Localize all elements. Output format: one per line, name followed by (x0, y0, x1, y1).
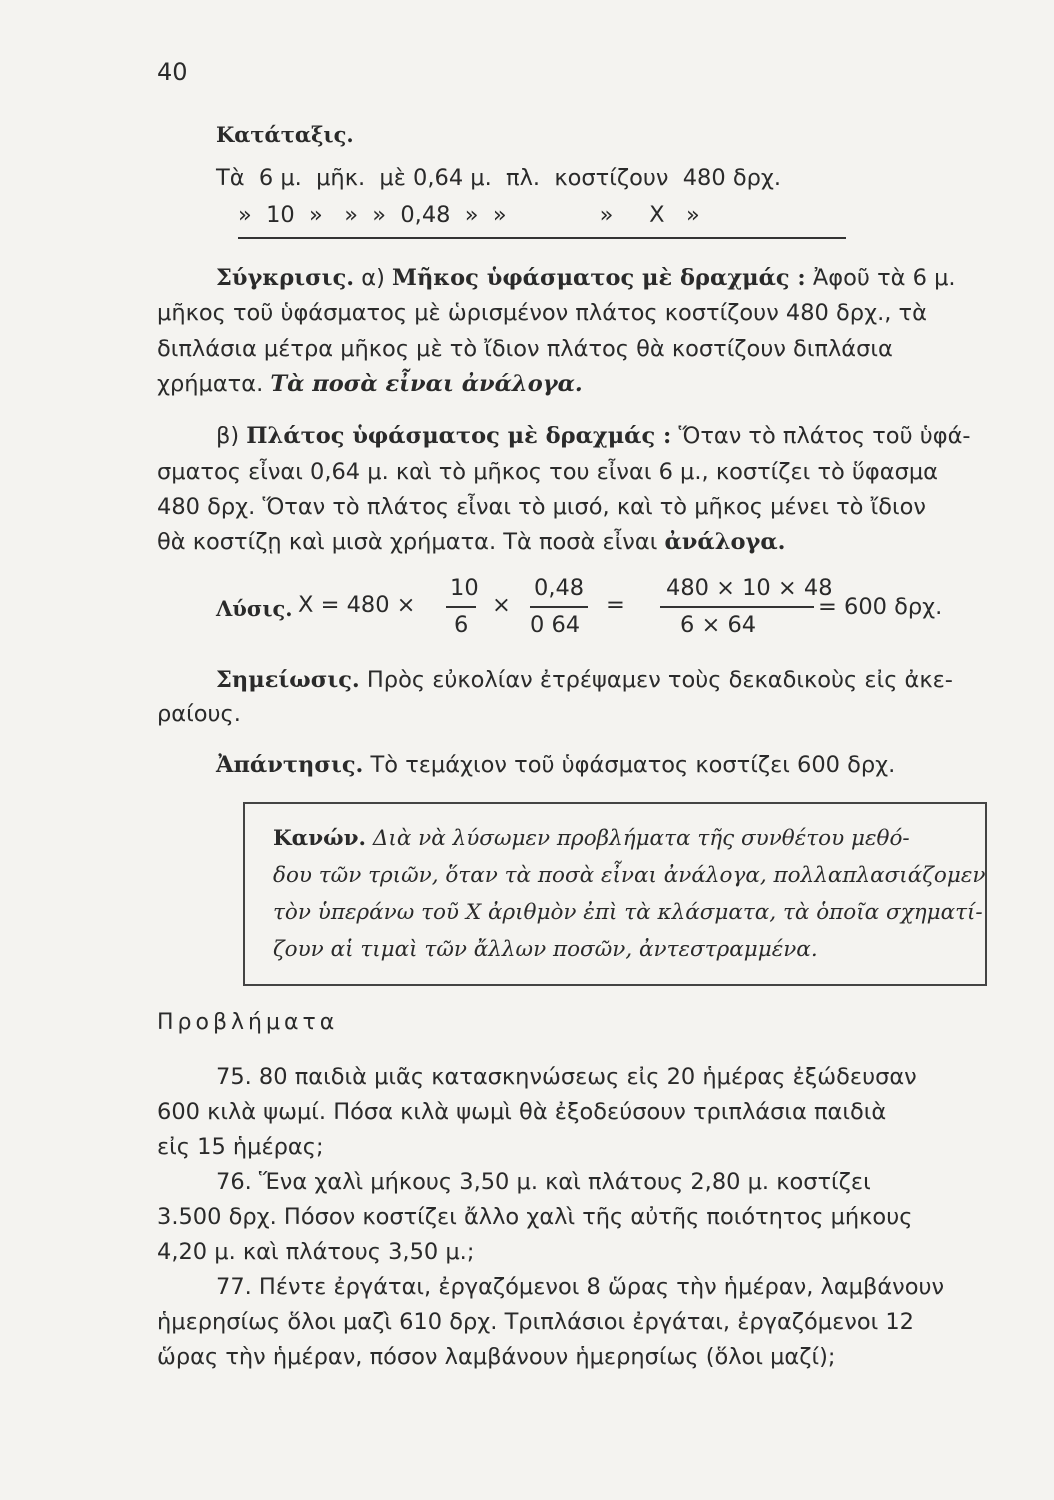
synkrisis-b-marker: β) (216, 423, 240, 449)
problem-75-line-2: 600 κιλὰ ψωμί. Πόσα κιλὰ ψωμὶ θὰ ἐξοδεύσουν τριπλάσια παιδιὰ (157, 1099, 887, 1125)
apantisis-text: Τὸ τεμάχιον τοῦ ὑφάσματος κοστίζει 600 δρχ. (370, 752, 896, 778)
synkrisis-a-line-1 (216, 262, 956, 295)
synkrisis-b-line-2: σματος εἶναι 0,64 μ. καὶ τὸ μῆκος του εἶναι 6 μ., κοστίζει τὸ ὕφασμα (157, 459, 939, 485)
synkrisis-b-line-3: 480 δρχ. Ὅταν τὸ πλάτος εἶναι τὸ μισό, καὶ τὸ μῆκος μένει τὸ ἴδιον (157, 494, 926, 520)
lysis-x-eq: Χ = 480 × (298, 592, 416, 618)
synkrisis-a-line-3: διπλάσια μέτρα μῆκος μὲ τὸ ἴδιον πλάτος θὰ κοστίζουν διπλάσια (157, 336, 893, 362)
apantisis-line (216, 749, 895, 782)
synkrisis-b-line-1 (216, 420, 971, 453)
rule-box-line-3: τὸν ὑπεράνω τοῦ Χ ἀριθμὸν ἐπὶ τὰ κλάσματα, τὰ ὁποῖα σχηματί- (273, 900, 983, 925)
lysis-times: × (492, 592, 511, 618)
rule-text-1: Διὰ νὰ λύσωμεν προβλήματα τῆς συνθέτου μεθό- (372, 826, 910, 851)
fraction-2-denominator: 0 64 (530, 612, 581, 638)
problem-77-line-1: 77. Πέντε ἐργάται, ἐργαζόμενοι 8 ὥρας τὴν ἡμέραν, λαμβάνουν (216, 1274, 945, 1300)
synkrisis-a-line-2: μῆκος τοῦ ὑφάσματος μὲ ὡρισμένον πλάτος κοστίζουν 480 δρχ., τὰ (157, 300, 927, 326)
rule-box-line-2: δου τῶν τριῶν, ὅταν τὰ ποσὰ εἶναι ἀνάλογα, πολλαπλασιάζομεν (273, 863, 986, 888)
problem-77-line-2: ἡμερησίως ὅλοι μαζὶ 610 δρχ. Τριπλάσιοι ἐργάται, ἐργαζόμενοι 12 (157, 1309, 914, 1335)
synkrisis-a-marker: α) (361, 265, 385, 291)
problem-75-line-1: 75. 80 παιδιὰ μιᾶς κατασκηνώσεως εἰς 20 ἡμέρας ἐξώδευσαν (216, 1064, 917, 1090)
problem-76-line-1: 76. Ἕνα χαλὶ μήκους 3,50 μ. καὶ πλάτους 2,80 μ. κοστίζει (216, 1169, 871, 1195)
rule-label: Κανών. (273, 826, 367, 851)
simeiosis-line-2: ραίους. (157, 701, 241, 727)
fraction-2-numerator: 0,48 (534, 575, 585, 601)
heading-katataxis: Κατάταξις. (216, 122, 354, 147)
katataxis-row-1: Τὰ 6 μ. μῆκ. μὲ 0,64 μ. πλ. κοστίζουν 480 δρχ. (216, 165, 782, 191)
simeiosis-label: Σημείωσις. (216, 667, 360, 693)
problem-76-line-2: 3.500 δρχ. Πόσον κοστίζει ἄλλο χαλὶ τῆς αὐτῆς ποιότητος μήκους (157, 1204, 913, 1230)
simeiosis-text: Πρὸς εὐκολίαν ἐτρέψαμεν τοὺς δεκαδικοὺς εἰς ἀκε- (366, 667, 953, 693)
lysis-result: = 600 δρχ. (818, 594, 943, 620)
synkrisis-a-heading: Μῆκος ὑφάσματος μὲ δραχμάς : (392, 265, 806, 291)
fraction-2-bar (530, 606, 588, 608)
synkrisis-b-line-4-text: θὰ κοστίζῃ καὶ μισὰ χρήματα. Τὰ ποσὰ εἶναι (157, 529, 658, 555)
fraction-1-bar (446, 606, 476, 608)
katataxis-rule (238, 237, 846, 239)
synkrisis-label: Σύγκρισις. (216, 265, 355, 291)
fraction-1-denominator: 6 (454, 612, 469, 638)
lysis-equals: = (606, 592, 625, 618)
synkrisis-b-line-4 (157, 526, 786, 559)
rule-box (243, 802, 987, 986)
katataxis-row-2: » 10 » » » 0,48 » » » Χ » (238, 202, 700, 228)
page-number: 40 (157, 58, 188, 86)
fraction-3-bar (660, 606, 814, 608)
rule-box-line-1 (273, 826, 910, 851)
synkrisis-a-line-4 (157, 368, 583, 401)
synkrisis-a-conclusion: Τὰ ποσὰ εἶναι ἀνάλογα. (270, 371, 583, 397)
problem-75-line-3: εἰς 15 ἡμέρας; (157, 1134, 324, 1160)
synkrisis-b-text: Ὅταν τὸ πλάτος τοῦ ὑφά- (678, 423, 971, 449)
fraction-3-numerator: 480 × 10 × 48 (666, 575, 833, 601)
synkrisis-a-text: Ἀφοῦ τὰ 6 μ. (812, 265, 956, 291)
problem-77-line-3: ὥρας τὴν ἡμέραν, πόσον λαμβάνουν ἡμερησίως (ὅλοι μαζί); (157, 1344, 836, 1370)
problem-76-line-3: 4,20 μ. καὶ πλάτους 3,50 μ.; (157, 1239, 475, 1265)
rule-box-line-4: ζουν αἱ τιμαὶ τῶν ἄλλων ποσῶν, ἀντεστραμμένα. (273, 937, 818, 962)
synkrisis-b-heading: Πλάτος ὑφάσματος μὲ δραχμάς : (246, 423, 672, 449)
apantisis-label: Ἀπάντησις. (216, 752, 364, 778)
problems-heading: Προβλήματα (157, 1010, 339, 1035)
simeiosis-line-1 (216, 664, 953, 697)
synkrisis-a-line-4-text: χρήματα. (157, 371, 264, 397)
fraction-1-numerator: 10 (450, 575, 479, 601)
lysis-label: Λύσις. (216, 596, 293, 621)
synkrisis-b-conclusion: ἀνάλογα. (664, 529, 786, 555)
fraction-3-denominator: 6 × 64 (680, 612, 757, 638)
